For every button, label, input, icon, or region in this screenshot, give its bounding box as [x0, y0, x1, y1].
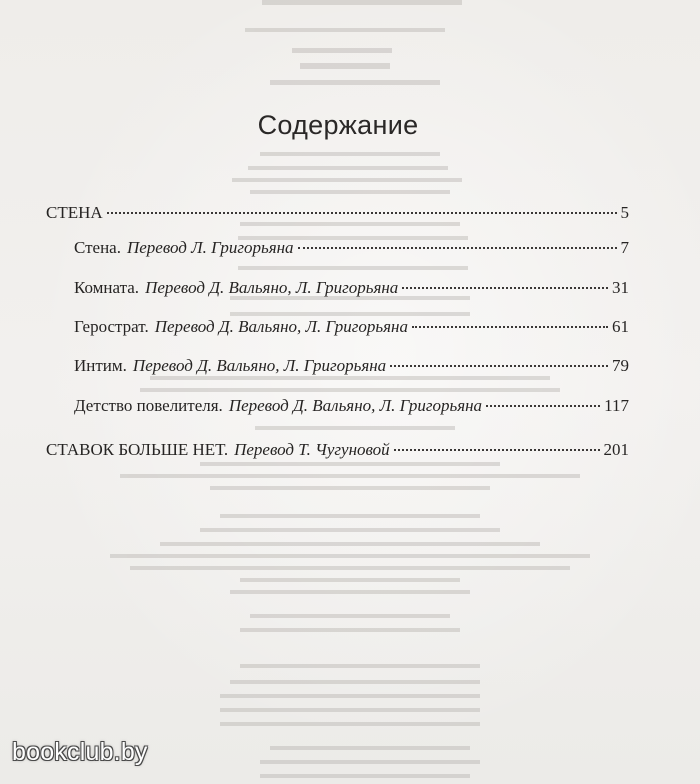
site-watermark: bookclub.by	[12, 738, 148, 766]
toc-entry-page: 79	[612, 356, 629, 375]
toc-entry-translator: Перевод Л. Григорьяна	[126, 238, 294, 257]
dot-leader	[486, 405, 600, 407]
toc-entry-page: 5	[620, 203, 629, 222]
dot-leader	[394, 449, 600, 451]
toc-entry-translator: Перевод Д. Вальяно, Л. Григорьяна	[132, 356, 387, 375]
toc-entry-translator: Перевод Д. Вальяно, Л. Григорьяна	[228, 396, 483, 415]
toc-entry-page: 201	[603, 440, 629, 459]
dot-leader	[390, 365, 608, 367]
toc-entry-title: СТАВОК БОЛЬШЕ НЕТ.	[46, 440, 229, 459]
toc-entry-page: 61	[612, 317, 629, 336]
toc-entry	[46, 203, 629, 229]
dot-leader	[298, 247, 617, 249]
toc-entry	[46, 440, 629, 466]
toc-entry-title: Интим.	[74, 356, 127, 375]
toc-entry-page: 117	[604, 396, 629, 415]
toc-entry-page: 7	[620, 238, 629, 257]
toc-entry	[74, 317, 629, 343]
toc-entry-translator: Перевод Т. Чугуновой	[234, 440, 390, 459]
toc-entry-page: 31	[612, 278, 629, 297]
toc-entry-title: Герострат.	[74, 317, 149, 336]
dot-leader	[412, 326, 608, 328]
toc-entry	[74, 396, 629, 422]
toc-entry-title: Комната.	[74, 278, 140, 297]
toc-entry-translator: Перевод Д. Вальяно, Л. Григорьяна	[145, 278, 399, 297]
dot-leader	[402, 287, 608, 289]
dot-leader	[107, 212, 617, 214]
toc-entry-title: Стена.	[74, 238, 121, 257]
toc-entry-translator: Перевод Д. Вальяно, Л. Григорьяна	[154, 317, 408, 336]
toc-entry-title: СТЕНА	[46, 203, 103, 222]
toc-entry	[74, 238, 629, 264]
toc-entry-title: Детство повелителя.	[74, 396, 223, 415]
page-title: Содержание	[257, 110, 419, 140]
toc-entry	[74, 356, 629, 382]
toc-entry	[74, 278, 629, 304]
